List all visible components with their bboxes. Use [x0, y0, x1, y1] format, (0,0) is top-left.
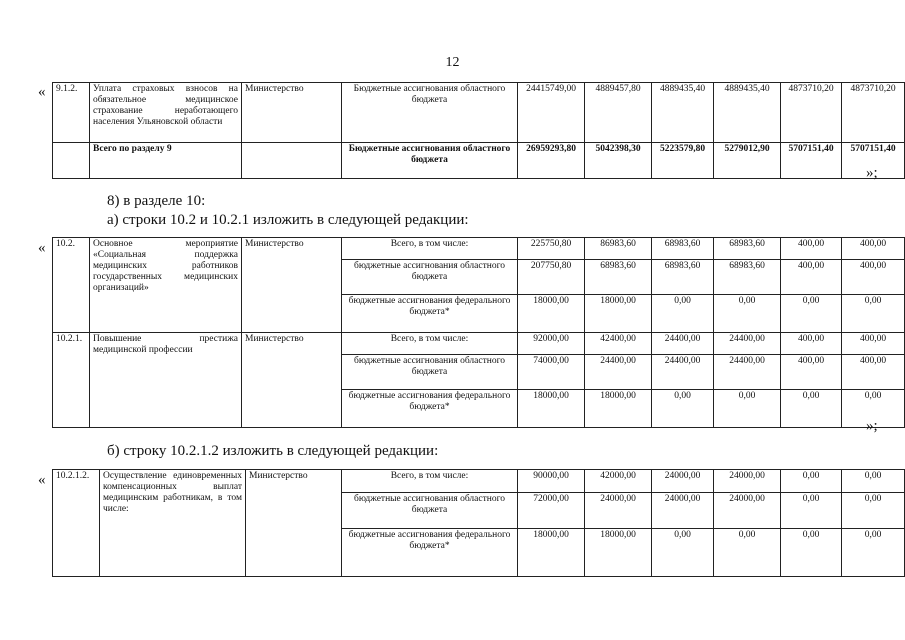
row-executor: Министерство — [242, 83, 342, 143]
value-cell: 5707151,40 — [781, 143, 842, 179]
value-cell: 0,00 — [842, 295, 905, 333]
open-quote: « — [38, 240, 46, 256]
value-cell: 400,00 — [842, 333, 905, 355]
value-cell: 207750,80 — [518, 260, 585, 295]
row-code: 10.2.1. — [53, 333, 90, 428]
value-cell: 225750,80 — [518, 238, 585, 260]
value-cell: 18000,00 — [585, 390, 652, 428]
value-cell: 86983,60 — [585, 238, 652, 260]
value-cell: 24400,00 — [652, 333, 714, 355]
value-cell: 400,00 — [842, 238, 905, 260]
row-name: Повышение престижа медицинской профессии — [90, 333, 242, 428]
row-source: бюджетные ассигнования областного бюджета — [342, 260, 518, 295]
value-cell: 0,00 — [842, 390, 905, 428]
row-code — [53, 143, 90, 179]
value-cell: 0,00 — [781, 493, 842, 529]
value-cell: 68983,60 — [652, 260, 714, 295]
row-executor: Министерство — [242, 238, 342, 333]
value-cell: 24400,00 — [652, 355, 714, 390]
row-name: Осуществление единовременных компенсационных выплат медицинским работникам, в том числе: — [100, 470, 246, 577]
value-cell: 18000,00 — [518, 390, 585, 428]
row-source: Всего, в том числе: — [342, 333, 518, 355]
close-quote: »; — [866, 165, 878, 181]
row-name: Всего по разделу 9 — [90, 143, 242, 179]
value-cell: 24415749,00 — [518, 83, 585, 143]
row-source: бюджетные ассигнования федерального бюджета* — [342, 390, 518, 428]
value-cell: 400,00 — [781, 355, 842, 390]
value-cell: 0,00 — [842, 493, 905, 529]
table-row — [53, 83, 905, 143]
value-cell: 0,00 — [714, 295, 781, 333]
row-executor: Министерство — [246, 470, 342, 577]
page-number: 12 — [445, 55, 460, 70]
value-cell: 0,00 — [652, 529, 714, 577]
value-cell: 42400,00 — [585, 333, 652, 355]
section-heading: 8) в разделе 10: — [107, 193, 206, 209]
close-quote: »; — [866, 418, 878, 434]
open-quote: « — [38, 472, 46, 488]
value-cell: 0,00 — [781, 470, 842, 493]
value-cell: 18000,00 — [585, 295, 652, 333]
table-section-9 — [52, 82, 905, 179]
row-source: Бюджетные ассигнования областного бюджета — [342, 143, 518, 179]
row-executor: Министерство — [242, 333, 342, 428]
value-cell: 4873710,20 — [842, 83, 905, 143]
value-cell: 24000,00 — [714, 493, 781, 529]
value-cell: 24000,00 — [652, 493, 714, 529]
row-source: Всего, в том числе: — [342, 470, 518, 493]
value-cell: 400,00 — [842, 260, 905, 295]
row-code: 9.1.2. — [53, 83, 90, 143]
value-cell: 400,00 — [842, 355, 905, 390]
row-name: Уплата страховых взносов на обязательное медицинское страхование неработающего населения Ульяновской области — [90, 83, 242, 143]
value-cell: 5223579,80 — [652, 143, 714, 179]
table-row — [53, 238, 905, 260]
value-cell: 5042398,30 — [585, 143, 652, 179]
row-source: Бюджетные ассигнования областного бюджета — [342, 83, 518, 143]
value-cell: 68983,60 — [714, 260, 781, 295]
value-cell: 0,00 — [652, 390, 714, 428]
row-code: 10.2. — [53, 238, 90, 333]
value-cell: 24400,00 — [714, 355, 781, 390]
row-source: бюджетные ассигнования областного бюджета — [342, 355, 518, 390]
value-cell: 26959293,80 — [518, 143, 585, 179]
value-cell: 4889435,40 — [714, 83, 781, 143]
value-cell: 0,00 — [714, 390, 781, 428]
row-source: бюджетные ассигнования федерального бюджета* — [342, 529, 518, 577]
subsection-b: б) строку 10.2.1.2 изложить в следующей редакции: — [107, 443, 439, 459]
value-cell: 18000,00 — [518, 529, 585, 577]
open-quote: « — [38, 84, 46, 100]
value-cell: 400,00 — [781, 260, 842, 295]
value-cell: 24400,00 — [585, 355, 652, 390]
row-code: 10.2.1.2. — [53, 470, 100, 577]
table-row-10-2-1-2 — [52, 469, 905, 577]
value-cell: 0,00 — [652, 295, 714, 333]
value-cell: 4873710,20 — [781, 83, 842, 143]
value-cell: 0,00 — [781, 390, 842, 428]
row-name: Основное мероприятие «Социальная поддержка медицинских работников государственных медицинских организаций» — [90, 238, 242, 333]
value-cell: 18000,00 — [585, 529, 652, 577]
value-cell: 0,00 — [842, 470, 905, 493]
value-cell: 68983,60 — [714, 238, 781, 260]
row-executor — [242, 143, 342, 179]
table-row — [53, 333, 905, 355]
value-cell: 400,00 — [781, 238, 842, 260]
value-cell: 74000,00 — [518, 355, 585, 390]
value-cell: 0,00 — [781, 529, 842, 577]
value-cell: 5279012,90 — [714, 143, 781, 179]
value-cell: 68983,60 — [652, 238, 714, 260]
value-cell: 0,00 — [714, 529, 781, 577]
subsection-a: а) строки 10.2 и 10.2.1 изложить в следующей редакции: — [107, 212, 469, 228]
row-source: бюджетные ассигнования федерального бюджета* — [342, 295, 518, 333]
row-source: бюджетные ассигнования областного бюджета — [342, 493, 518, 529]
value-cell: 92000,00 — [518, 333, 585, 355]
value-cell: 24000,00 — [714, 470, 781, 493]
value-cell: 24000,00 — [585, 493, 652, 529]
value-cell: 42000,00 — [585, 470, 652, 493]
row-source: Всего, в том числе: — [342, 238, 518, 260]
table-row — [53, 143, 905, 179]
value-cell: 24000,00 — [652, 470, 714, 493]
value-cell: 0,00 — [842, 529, 905, 577]
value-cell: 18000,00 — [518, 295, 585, 333]
value-cell: 0,00 — [781, 295, 842, 333]
table-row — [53, 470, 905, 493]
value-cell: 400,00 — [781, 333, 842, 355]
value-cell: 4889457,80 — [585, 83, 652, 143]
value-cell: 24400,00 — [714, 333, 781, 355]
value-cell: 72000,00 — [518, 493, 585, 529]
value-cell: 4889435,40 — [652, 83, 714, 143]
value-cell: 5707151,40 — [842, 143, 905, 179]
table-section-10-2 — [52, 237, 905, 428]
value-cell: 68983,60 — [585, 260, 652, 295]
value-cell: 90000,00 — [518, 470, 585, 493]
